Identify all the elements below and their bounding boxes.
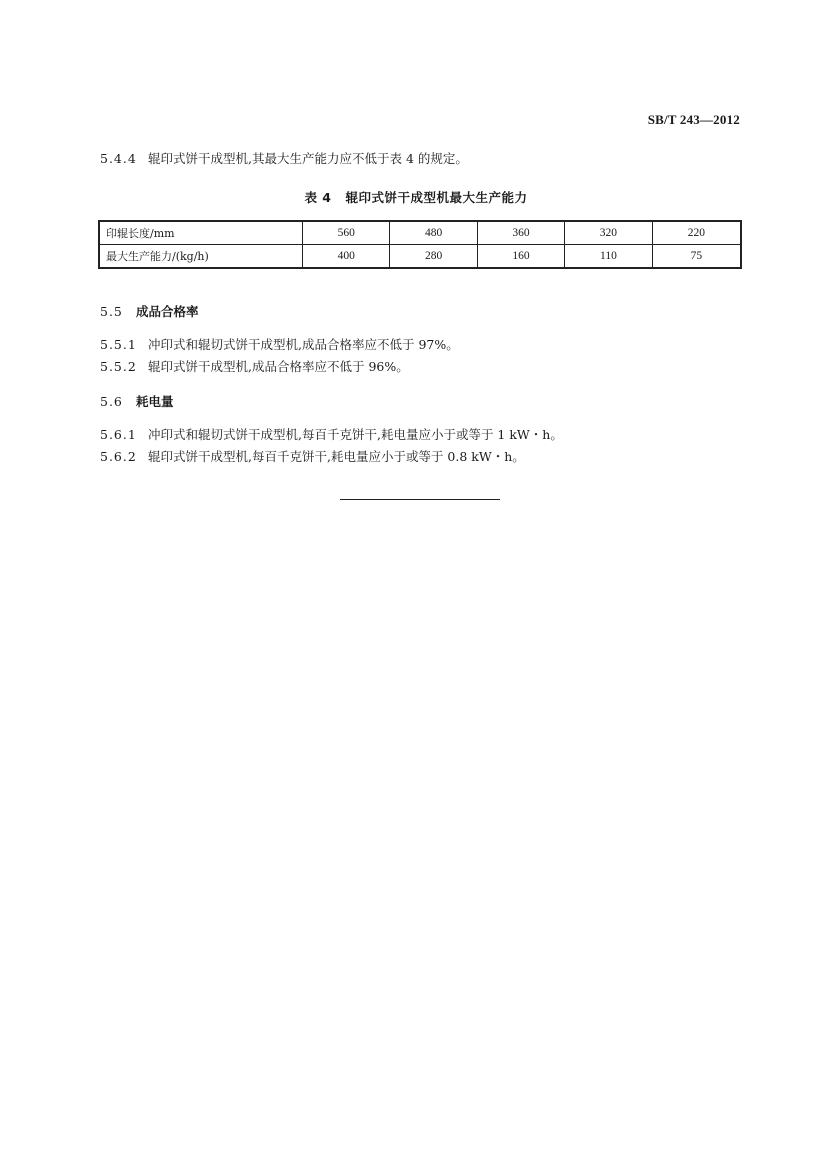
clause-5-6-1: [100, 426, 563, 444]
row-label: 最大生产能力/(kg/h): [99, 245, 303, 269]
table-title: 辊印式饼干成型机最大生产能力: [345, 190, 528, 205]
row-label: 印辊长度/mm: [99, 221, 303, 245]
table-cell: 160: [477, 245, 564, 269]
clause-text: 辊印式饼干成型机,成品合格率应不低于 96%。: [148, 359, 409, 374]
section-number: 5.6: [100, 394, 123, 409]
table-row: [99, 245, 741, 269]
clause-number: 5.4.4: [100, 151, 137, 166]
section-5-5-heading: [100, 302, 199, 320]
table-cell: 75: [652, 245, 741, 269]
section-title: 成品合格率: [136, 304, 199, 319]
table-cell: 400: [303, 245, 390, 269]
table-cell: 110: [565, 245, 652, 269]
section-title: 耗电量: [136, 394, 174, 409]
clause-5-4-4: [100, 150, 468, 168]
capacity-table: [98, 220, 742, 269]
standard-code: SB/T 243—2012: [647, 112, 740, 127]
clause-text: 冲印式和辊切式饼干成型机,每百千克饼干,耗电量应小于或等于 1 kW・h。: [148, 427, 563, 442]
table-cell: 360: [477, 221, 564, 245]
table-number: 表 4: [304, 190, 332, 205]
clause-number: 5.5.1: [100, 337, 137, 352]
table-cell: 560: [303, 221, 390, 245]
clause-5-6-2: [100, 448, 525, 466]
section-5-6-heading: [100, 392, 174, 410]
table-cell: 220: [652, 221, 741, 245]
clause-text: 冲印式和辊切式饼干成型机,成品合格率应不低于 97%。: [148, 337, 459, 352]
clause-5-5-2: [100, 358, 409, 376]
end-of-document-rule: [340, 499, 500, 500]
table-cell: 280: [390, 245, 477, 269]
clause-text: 辊印式饼干成型机,其最大生产能力应不低于表 4 的规定。: [148, 151, 468, 166]
clause-5-5-1: [100, 336, 459, 354]
section-number: 5.5: [100, 304, 123, 319]
table-row: [99, 221, 741, 245]
clause-number: 5.6.2: [100, 449, 137, 464]
table-cell: 480: [390, 221, 477, 245]
clause-text: 辊印式饼干成型机,每百千克饼干,耗电量应小于或等于 0.8 kW・h。: [148, 449, 525, 464]
table-caption: [0, 188, 832, 206]
table-cell: 320: [565, 221, 652, 245]
clause-number: 5.6.1: [100, 427, 137, 442]
clause-number: 5.5.2: [100, 359, 137, 374]
